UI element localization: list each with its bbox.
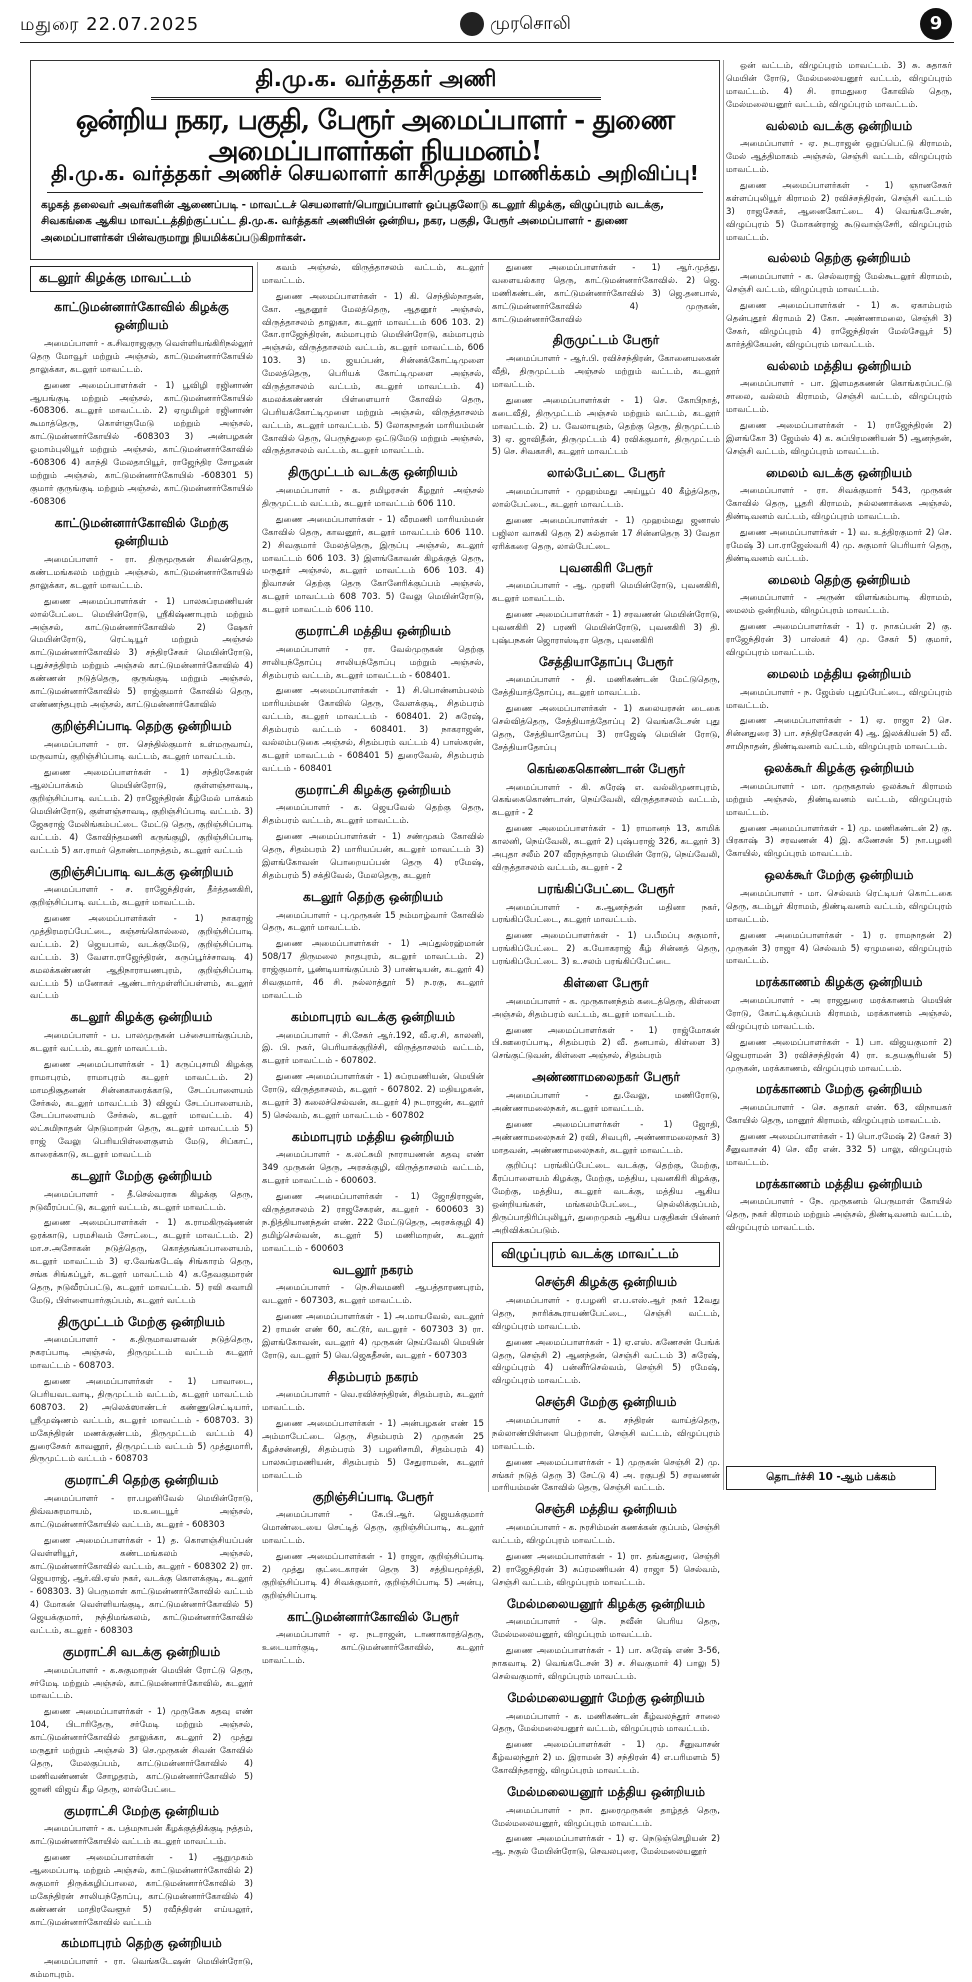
section-heading: வல்லம் வடக்கு ஒன்றியம் [765, 117, 913, 133]
organiser-paragraph: அமைப்பாளர் - ந. ஜேம்ஸ் புதுப்பேட்டை, விழுப்புரம் மாவட்டம். [726, 687, 952, 711]
organiser-paragraph: அமைப்பாளர் - க. சந்திரன் வாய்த்தெரு, நல்லாண்பிள்ளை பெற்றாள், செஞ்சி வட்டம், விழுப்புரம் மாவட்டம். [492, 1416, 720, 1452]
organiser-paragraph: அமைப்பாளர் - க. தமிழரசன் கீழநூர் அஞ்சல் திருமுட்டம் வட்டம், கடலூர் மாவட்டம் 606 110. [262, 486, 484, 509]
organiser-paragraph: அமைப்பாளர் - க. முருகானந்தம் கடைத்தெரு, கிள்ளை அஞ்சல், சிதம்பரம் வட்டம், கடலூர் மாவட்டம். [492, 996, 720, 1020]
organiser-paragraph: அமைப்பாளர் - ச. ராஜேந்திரன், தீர்த்தனகிரி, குறிஞ்சிப்பாடி வட்டம், கடலூர் மாவட்டம். [30, 885, 253, 909]
section-heading: குறிஞ்சிப்பாடி தெற்கு ஒன்றியம் [51, 717, 232, 733]
deputy-organisers-paragraph: துணை அமைப்பாளர்கள் - 1) மு. மணிகண்டன் 2) கு. பிரகாஷ் 3) சரவணன் 4) இ. கணேசன் 5) நா.பழனி கோயில், விழுப்புரம் மாவட்டம். [726, 823, 952, 860]
organiser-paragraph: அமைப்பாளர் - கே.பி.ஆர். ஜெயக்குமார் மொண்டையை செட்டித் தெரு, குறிஞ்சிப்பாடி, கடலூர் மாவட்டம். [262, 1510, 484, 1547]
organiser-paragraph: அமைப்பாளர் - முஹம்மது அய்யூப் 40 கீழ்த்தெரு, லால்பேட்டை, கடலூர் மாவட்டம். [492, 487, 720, 510]
article-column-1 [30, 262, 253, 1981]
organiser-paragraph: அமைப்பாளர் - மா. செல்வம் ரெட்டியர் கொட்டகை தெரு, கடம்பூர் கிராமம், திண்டிவனம் வட்டம், விழுப்புரம் மாவட்டம். [726, 888, 952, 925]
deputy-organisers-paragraph: துணை அமைப்பாளர்கள் - 1) அன்பழகன் எண் 15 அம்மாபேட்டை தெரு, சிதம்பரம் 2) முருகன் 25 கீழச்சன்னதி, சிதம்பரம் 3) பழனிசாமி, சிதம்பரம் 4) பாலசுப்ரமணியன், சிதம்பரம் 5) சேதுராமன், கடலூர் மாவட்டம் [262, 1419, 484, 1481]
organiser-paragraph: அமைப்பாளர் - ஏ. நடராஜன், டாணாகாரத்தெரு, உடையார்குடி, காட்டுமன்னார்கோவில், கடலூர் மாவட்டம். [262, 1630, 484, 1667]
organiser-paragraph: அமைப்பாளர் - ரா.பழனிவேல் மெயின்ரோடு, திவ்வசுரமாயம், ம.உடையூர் அஞ்சல், காட்டுமன்னார்கோயில் வட்டம், கடலூர் - 608303 [30, 1494, 253, 1530]
organiser-paragraph: அமைப்பாளர் - ஆ. முரளி மெயின்ரோடு, புவனகிரி, கடலூர் மாவட்டம். [492, 581, 720, 605]
organiser-paragraph: அமைப்பாளர் - அ ராஜதுரை மரக்காணம் மெயின் ரோடு, கோட்டிக்குப்பம் கிராமம், மரக்காணம் அஞ்சல், விழுப்புரம் மாவட்டம். [726, 996, 952, 1032]
organiser-paragraph: அமைப்பாளர் - ரா. வெங்கடேஷன் மெயின்ரோடு, கம்மாபுரம். [30, 1957, 253, 1981]
organiser-paragraph: அமைப்பாளர் - தி. மணிகண்டன் மேட்டுதெரு, சேத்தியாத்தோப்பு, கடலூர் மாவட்டம். [492, 675, 720, 699]
organiser-paragraph: அமைப்பாளர் - வெ.ரவிச்சந்திரன், சிதம்பரம், கடலூர் மாவட்டம். [262, 1390, 484, 1414]
deputy-organisers-paragraph: துணை அமைப்பாளர்கள் - 1) ர. ராமநாதன் 2) முருகன் 3) ராஜா 4) செல்வம் 5) ஏழுமலை, விழுப்புரம் மாவட்டம். [726, 930, 952, 967]
section-heading: கம்மாபுரம் வடக்கு ஒன்றியம் [290, 1008, 456, 1024]
section-heading: கிள்ளை பேரூர் [563, 975, 649, 991]
deputy-organisers-paragraph: துணை அமைப்பாளர்கள் - 1) முருகேசு கதவு எண் 104, பிடாரிதேரு, சர்மேடி மற்றும் அஞ்சல், காட்டுமன்னார்கோவில் தாலுக்கா, கடலூர் 2) முத்து மருதூர் மற்றும் அஞ்சல் 3) செ.முருகன் சிவன் கோவில் தெரு, மேலகுப்பம், காட்டுமன்னார்கோவில் 4) மணிவண்ணன் சோழதரம், காட்டுமன்னார்கோவில் 5) ஜானி விஜய் கீழ தெரு, லால்பேட்டை [30, 1707, 253, 1795]
deputy-organisers-paragraph: துணை அமைப்பாளர்கள் - 1) ஞானசேகர் கள்ளப்புலியூர் கிராமம் 2) ரவிச்சந்திரன், செஞ்சி வட்டம் 3) ராஜசேகர், ஆனைகோட்டை 4) வெங்கடேசன், விழுப்புரம் 5) மோகன்ராஜ் கூடுவாஞ்சேரி, விழுப்புரம் மாவட்டம். [726, 180, 952, 243]
organiser-paragraph: அமைப்பாளர் - க.திருமாவளவன் நடுத்தெரு, நகரப்பாடி அஞ்சல், திருமுட்டம் வட்டம் கடலூர் மாவட்டம் - 608703. [30, 1335, 253, 1372]
deputy-organisers-paragraph: துணை அமைப்பாளர்கள் - 1) கலையரசன் டைகை செல்வித்தெரு, சேத்தியாத்தோப்பு 2) வெங்கடேசன் புது தெரு, சேத்தியாதோப்பு 3) ராஜேஷ் மெயின் ரோடு, சேத்தியாதோப்பு [492, 704, 720, 753]
section-heading: குமராட்சி மேற்கு ஒன்றியம் [63, 1802, 220, 1818]
organiser-paragraph: ஒன் வட்டம், விழுப்புரம் மாவட்டம். 3) சு. சுதாகர் மெயின் ரோடு, மேல்மலையனூர் வட்டம், விழுப்புரம் மாவட்டம். 4) சி. ராமதுரை கோவில் தெரு, மேல்மலையனூர் வட்டம், விழுப்புரம் மாவட்டம். [726, 61, 952, 110]
section-heading: திருமுட்டம் பேரூர் [552, 332, 660, 348]
deputy-organisers-paragraph: துணை அமைப்பாளர்கள் - 1) முருகன் செஞ்சி 2) மு. சங்கர் நடுத் தெரு 3) சேட்டு 4) அ. ரகுபதி 5) சரவணன் மாரியம்மன் கோவில் தெரு, செஞ்சி வட்டம். [492, 1457, 720, 1494]
section-list [492, 1273, 720, 1859]
deputy-organisers-paragraph: துணை அமைப்பாளர்கள் - 1) நாகராஜ் முத்திரமரப்பேட்டை, கஞ்சங்கொல்லை, குறிஞ்சிப்பாடி வட்டம். 2) ஜெயபால், வடக்குமேடு, குறிஞ்சிப்பாடி வட்டம். 3) வேளா.ராஜேந்திரன், கருப்பூர்ச்சாவடி 4) கமலக்கண்ணன் ஆதிநாராயணபுரம், குறிஞ்சிப்பாடி வட்டம் 5) மனோகர் ஆண்டார்முள்ளிப்பள்ளம், கடலூர் வட்டம் [30, 914, 253, 1002]
deputy-organisers-paragraph: துணை அமைப்பாளர்கள் - 1) ஜோதிராஜன், விருத்தாசலம் 2) ராஜசேகரன், கடலூர் - 600603 3) ந.நித்தியானந்தன் எண். 222 மேட்டுதெரு, அரசக்குழி 4) தமிழ்செல்வன், கடலூர் 5) மணிமாறன், கடலூர் மாவட்டம் - 600603 [262, 1192, 484, 1254]
deputy-organisers-paragraph: துணை அமைப்பாளர்கள் - 1) கி. செந்தில்நாதன், கோ. ஆதனூர் மேலத்தெரு, ஆதனூர் அஞ்சல், விருத்தாசலம் தாலுகா, கடலூர் மாவட்டம் 606 103. 2) கோ.ராஜேந்திரன், கம்மாபுரம் மெயின்ரோடு, கம்மாபுரம் அஞ்சல், விருத்தாசலம் வட்டம், கடலூர் மாவட்டம், 606 103. 3) ம. ஜயப்பன், சின்னக்கோட்டிமுளை மேலத்தெரு, பெரியக் கோட்டிமுளை அஞ்சல், விருத்தாசலம் வட்டம், கடலூர் மாவட்டம். 4) கமலக்கண்ணன் பிள்ளையார் கோவில் தெரு, பெரியக்கோட்டிமுளை மற்றும் அஞ்சல், விருத்தாசலம் வட்டம், கடலூர் மாவட்டம். 5) லோகநாதன் மாரியம்மன் கோவில் தெரு, பெருந்துறை ஒட்டுமேடு மற்றும் அஞ்சல், விருத்தாசலம் வட்டம், கடலூர் மாவட்டம். [262, 291, 484, 457]
section-heading: காட்டுமன்னார்கோவில் கிழக்கு ஒன்றியம் [54, 298, 229, 333]
district-heading: விழுப்புரம் வடக்கு மாவட்டம் [492, 1242, 720, 1268]
masthead-rule [20, 42, 954, 43]
article-column-4 [726, 60, 952, 1460]
paper-title: முரசொலி [490, 12, 571, 34]
section-heading: கம்மாபுரம் தெற்கு ஒன்றியம் [61, 1935, 222, 1951]
section-heading: குமராட்சி தெற்கு ஒன்றியம் [64, 1472, 219, 1488]
deputy-organisers-paragraph: துணை அமைப்பாளர்கள் - 1) சந்திரசேகரன் ஆலப்பாக்கம் மெயின்ரோடு, குள்ளஞ்சாவடி, குறிஞ்சிப்பாடி வட்டம். 2) ராஜேந்திரன் கீழ்மேல் பாக்கம் மெயின்ரோடு, குள்ளஞ்சாவடி, குறிஞ்சிப்பாடி வட்டம். 3) ஜேசுராஜ் மேலிங்கம்பட்டை மேட்டு தெரு, குறிஞ்சிப்பாடி வட்டம். 4) கோவிந்தமணி கருங்குழி, குறிஞ்சிப்பாடி வட்டம் 5) கா.ராமர் தொண்டமாநத்தம், கடலூர் வட்டம் [30, 768, 253, 856]
section-heading: மைலம் தெற்கு ஒன்றியம் [767, 571, 911, 587]
deputy-organisers-paragraph: துணை அமைப்பாளர்கள் - 1) ராமானந் 13, காமிக் காலனி, நெய்வேலி, கடலூர் 2) புஷ்பராஜ் 326, கடலூர் 3) அபுதா சலீம் 207 வீரநந்தாரம் மெயின் ரோடு, நெய்வேலி, விருத்தாசலம் வட்டம், கடலூர் - 2 [492, 824, 720, 873]
deputy-organisers-paragraph: துணை அமைப்பாளர்கள் - 1) முஹம்மது ஜனாஸ் பஜிலா வாசுகி தெரு 2) சுல்தான் 17 சின்னதெரு 3) வேதா ஏரிக்கரை தெரு, லால்பேட்டை [492, 515, 720, 552]
section-heading: கடலூர் தெற்கு ஒன்றியம் [302, 888, 443, 904]
section-list [492, 262, 720, 1238]
section-heading: கடலூர் மேற்கு ஒன்றியம் [70, 1167, 213, 1183]
deputy-organisers-paragraph: துணை அமைப்பாளர்கள் - 1) ராஜேந்திரன் 2) இளங்கோ 3) ஜேம்ஸ் 4) க. சுப்பிரமணியன் 5) ஆனந்தன், செஞ்சி வட்டம், விழுப்புரம் மாவட்டம். [726, 420, 952, 457]
section-heading: செஞ்சி கிழக்கு ஒன்றியம் [534, 1274, 678, 1290]
deputy-organisers-paragraph: துணை அமைப்பாளர்கள் - 1) சண்முகம் கோவில் தெரு, சிதம்பரம் 2) மாரியப்பன், கடலூர் மாவட்டம் 3) இளங்கோவன் பொறையப்பன் தெரு 4) ரமேஷ், சிதம்பரம் 5) சக்திவேல், மேலதெரு, கடலூர் [262, 832, 484, 881]
deputy-organisers-paragraph: துணை அமைப்பாளர்கள் - 1) வீரமணி மாரியம்மன் கோவில் தெரு, காவனூர், கடலூர் மாவட்டம் 606 110. 2) சிவகுமார் மேலத்தெரு, இருப்பு அஞ்சல், கடலூர் மாவட்டம் 606 103. 3) இளங்கோவன் கிழக்குத் தெரு, மருதூர் அஞ்சல், கடலூர் மாவட்டம் 606 103. 4) நிவாசன் தெற்கு தெரு கோனேரிக்குப்பம் அஞ்சல், கடலூர் மாவட்டம் 608 703. 5) வேலு மெயின்ரோடு, கடலூர் மாவட்டம் 606 110. [262, 514, 484, 616]
section-heading: மேல்மலையனூர் மத்திய ஒன்றியம் [506, 1783, 706, 1799]
deputy-organisers-paragraph: துணை அமைப்பாளர்கள் - 1) பா. சுரேஷ் எண் 3-56, நாகவாடி 2) வெங்கடேசன் 3) ச. சிவகுமார் 4) பாலு 5) செல்வகுமார், விழுப்புரம் மாவட்டம். [492, 1646, 720, 1682]
section-heading: மரக்காணம் மத்திய ஒன்றியம் [755, 1175, 923, 1191]
organiser-paragraph: அமைப்பாளர் - நா. துரைமுருகன் தாழ்தத் தெரு, மேல்மலையனூர், விழுப்புரம் மாவட்டம். [492, 1805, 720, 1829]
deputy-organisers-paragraph: துணை அமைப்பாளர்கள் - 1) அப்துல்ரஹ்மான் 508/17 திருமலை நாதபுரம், கடலூர் மாவட்டம். 2) ராஜ்குமார், பூண்டியாங்குப்பம் 3) பாண்டியன், கடலூர் 4) சிவகுமார், 46 சி. நல்லாத்தூர் 5) ந.ரகு, கடலூர் மாவட்டம் [262, 939, 484, 1001]
organiser-paragraph: அமைப்பாளர் - ரா. திருமூருகன் சிவன்தெரு, கண்டமங்கலம் மற்றும் அஞ்சல், காட்டுமன்னார்கோயில் தாலுக்கா, கடலூர் மாவட்டம். [30, 555, 253, 591]
organiser-paragraph: கவம் அஞ்சல், விருத்தாசலம் வட்டம், கடலூர் மாவட்டம். [262, 263, 484, 286]
deputy-organisers-paragraph: துணை அமைப்பாளர்கள் - 1) ராஜா, குறிஞ்சிப்பாடி 2) முத்து குட்டைகாரன் தெரு 3) சத்தியமூர்த்தி, குறிஞ்சிப்பாடி 4) சிவக்குமார், குறிஞ்சிப்பாடி 5) அன்பு, குறிஞ்சிப்பாடி [262, 1552, 484, 1601]
feature-box [30, 60, 720, 260]
deputy-organisers-paragraph: துணை அமைப்பாளர்கள் - 1) ஏ.எஸ். கணேசன் பேங்க் தெரு, செஞ்சி 2) ஆனந்தன், செஞ்சி வட்டம் 3) சுரேஷ், விழுப்புரம் 4) பன்னீர்செல்வம், செஞ்சி 5) ரமேஷ், விழுப்புரம் மாவட்டம். [492, 1337, 720, 1387]
column-divider [723, 60, 724, 1490]
section-heading: காட்டுமன்னார்கோவில் பேரூர் [287, 1608, 459, 1624]
section-list [262, 262, 484, 1668]
organiser-paragraph: அமைப்பாளர் - து.வேலு, மணிரோடு, அண்ணாமலைநகர், கடலூர் மாவட்டம். [492, 1090, 720, 1114]
section-heading: புவனகிரி பேரூர் [559, 559, 653, 575]
section-list [726, 60, 952, 1235]
section-heading: கெங்கைகொண்டான் பேரூர் [526, 760, 686, 776]
section-heading: திருமுட்டம் மேற்கு ஒன்றியம் [58, 1313, 225, 1329]
subheadline: தி.மு.க. வர்த்தகர் அணிச் செயலாளர் காசிமுத்து மாணிக்கம் அறிவிப்பு! [47, 161, 703, 193]
section-heading: சேத்தியாதோப்பு பேரூர் [538, 653, 674, 669]
organiser-paragraph: அமைப்பாளர் - க. ஜெயவேல் தெற்கு தெரு, சிதம்பரம் வட்டம், கடலூர் மாவட்டம். [262, 803, 484, 827]
deputy-organisers-paragraph: துணை அமைப்பாளர்கள் - 1) ஏ. ராஜா 2) செ. சின்னதுரை 3) பா. சந்திரசேகரன் 4) ஆ. இலக்கியன் 5) வீ. சாமிநாதன், திண்டிவனம் வட்டம், விழுப்புரம் மாவட்டம். [726, 716, 952, 753]
section-heading: மேல்மலையனூர் மேற்கு ஒன்றியம் [507, 1689, 705, 1705]
organiser-paragraph: அமைப்பாளர் - ர.பழனி எ.ப.எஸ்.ஆர் நகர் 12வது தெரு, நாரிக்கூராயண்பேட்டை, செஞ்சி வட்டம், விழுப்புரம் மாவட்டம். [492, 1296, 720, 1332]
deputy-organisers-paragraph: துணை அமைப்பாளர்கள் - 1) ரா. தங்கதுரை, செஞ்சி 2) ராஜேந்திரன் 3) சுப்ரமணியன் 4) ராஜா 5) செல்வம், செஞ்சி வட்டம், விழுப்புரம் மாவட்டம். [492, 1551, 720, 1588]
edition-date: மதுரை 22.07.2025 [20, 14, 200, 35]
deputy-organisers-paragraph: துணை அமைப்பாளர்கள் - 1) பா. விஜயகுமார் 2) ஜெயராமன் 3) ரவிச்சந்திரன் 4) ரா. உதயசூரியன் 5) முருகன், மரக்காணம், விழுப்புரம் மாவட்டம். [726, 1037, 952, 1074]
organiser-paragraph: அமைப்பாளர் - க.சுகுமாறன் மெயின் ரோட்டு தெரு, சர்மேடி மற்றும் அஞ்சல், காட்டுமன்னார்கோவில், கடலூர் மாவட்டம். [30, 1665, 253, 1702]
article-column-3 [492, 262, 720, 1858]
section-heading: சிதம்பரம் நகரம் [327, 1368, 419, 1384]
section-heading: குறிஞ்சிப்பாடி வடக்கு ஒன்றியம் [49, 863, 234, 879]
deputy-organisers-paragraph: துணை அமைப்பாளர்கள் - 1) சரவணன் மெயின்ரோடு, புவனகிரி 2) பரணி மெயின்ரோடு, புவனகிரி 3) தி. புஷ்பநகன் ஜொராஸ்டிரா தெரு, புவனகிரி [492, 610, 720, 646]
organiser-paragraph: அமைப்பாளர் - செ. சுதாகர் எண். 63, விநாயகர் கோயில் தெரு, மானூர் கிராமம், விழுப்புரம் மாவட்டம். [726, 1103, 952, 1127]
masthead [20, 6, 954, 62]
paper-logo-icon [460, 12, 484, 36]
organiser-paragraph: அமைப்பாளர் - க. பத்மநாபன் கீழக்குத்திக்குடி நத்தம், காட்டுமன்னார்கோயில் வட்டம் கடலூர் மாவட்டம். [30, 1824, 253, 1848]
section-heading: கடலூர் கிழக்கு ஒன்றியம் [70, 1009, 213, 1025]
organiser-paragraph: அமைப்பாளர் - ஏ. நடராஜன் ஒறுப்பெட்டு கிராமம், மேல் ஆத்திமாகம் அஞ்சல், செஞ்சி வட்டம், விழுப்புரம் மாவட்டம். [726, 139, 952, 176]
section-heading: மரக்காணம் கிழக்கு ஒன்றியம் [755, 974, 923, 990]
organiser-paragraph: அமைப்பாளர் - க.லட்சுமி நாராயணன் கதவு எண் 349 முருகன் தெரு, அரசக்குழி, விருத்தாசலம் வட்டம், கடலூர் மாவட்டம் - 600603. [262, 1150, 484, 1187]
section-list [30, 298, 253, 1982]
deputy-organisers-paragraph: துணை அமைப்பாளர்கள் - 1) செ. கோபிநாத், கடைவீதி, திருமுட்டம் அஞ்சல் மற்றும் வட்டம், கடலூர் மாவட்டம். 2) ப. வேலாயுதம், தெற்கு தெரு, திருமுட்டம் 3) ஏ. ஜாவிதீன், திருமுட்டம் 4) ரவிக்குமார், திருமுட்டம் 5) செ. சிவகாசி, கடலூர் மாவட்டம் [492, 395, 720, 458]
page-number: 9 [920, 8, 952, 40]
organiser-paragraph: அமைப்பாளர் - நெ.சிவமணி ஆபத்தாரணபுரம், வடலூர் - 607303, கடலூர் மாவட்டம். [262, 1283, 484, 1307]
section-heading: குமராட்சி கிழக்கு ஒன்றியம் [295, 781, 451, 797]
district-heading: கடலூர் கிழக்கு மாவட்டம் [30, 266, 253, 292]
deputy-organisers-paragraph: துணை அமைப்பாளர்கள் - 1) சி.பொன்னம்பலம் மாரியம்மன் கோவில் தெரு, வேளக்குடி, சிதம்பரம் வட்டம், கடலூர் மாவட்டம் - 608401. 2) சுரேஷ், சிதம்பரம் வட்டம் - 608401. 3) நாகராஜன், வல்லம்படுகை அஞ்சல், சிதம்பரம் வட்டம் 4) பாஸ்கரன், கடலூர் மாவட்டம் - 608401 5) துரைவேல், சிதம்பரம் வட்டம் - 608401 [262, 686, 484, 774]
organiser-paragraph: அமைப்பாளர் - சி.சேகர் ஆர்.192, வீ.ஏ.சி, காலனி, இ. பி. நகர், பெரியாக்குறிச்சி, விருத்தாசலம் வட்டம், கடலூர் மாவட்டம் - 607802. [262, 1030, 484, 1067]
section-heading: வல்லம் மத்திய ஒன்றியம் [766, 357, 912, 373]
organiser-paragraph: அமைப்பாளர் - பு.முருகன் 15 நம்மாழ்வார் கோவில் தெரு, கடலூர் மாவட்டம். [262, 910, 484, 934]
organiser-paragraph: அமைப்பாளர் - நெ. நவீன் பெரிய தெரு, மேல்மலையனூர், விழுப்புரம் மாவட்டம். [492, 1617, 720, 1641]
organiser-paragraph: அமைப்பாளர் - க. மணிகண்டன் கீழ்வலந்தூர் சாலை தெரு, மேல்மலையனூர் வட்டம், விழுப்புரம் மாவட்டம். [492, 1711, 720, 1735]
organiser-paragraph: அமைப்பாளர் - க.சிவராஜகுரு வெள்ளியங்கிரிநல்லூர் தெரு மோவூர் மற்றும் அஞ்சல், காட்டுமன்னார்கோயில் தாலுக்கா, கடலூர் மாவட்டம். [30, 339, 253, 375]
deputy-organisers-paragraph: துணை அமைப்பாளர்கள் - 1) ஆறுமுகம் ஆமைப்பாடி மற்றும் அஞ்சல், காட்டுமன்னார்கோவில் 2) சுகுமார் திருக்கழிப்பாலை, காட்டுமன்னார்கோவில் 3) மகேந்திரன் சாலியந்தோப்பு, காட்டுமன்னார்கோவில் 4) கண்ணன் மாதிரவேளூர் 5) ரவீந்திரன் எய்யலூர், காட்டுமன்னார்கோவில் வட்டம் [30, 1853, 253, 1928]
deputy-organisers-paragraph: துணை அமைப்பாளர்கள் - 1) ராஜ்மோகன் பி.ஊரைப்பாடி, சிதம்பரம் 2) வீ. தனபால், கிள்ளை 3) செங்குட்டுவன், கிள்ளை அஞ்சல், சிதம்பரம் [492, 1025, 720, 1062]
organiser-paragraph: அமைப்பாளர் - கி. சுரேஷ் எ. வல்லிமுனாபுரம், கெங்கைகொண்டான், நெய்வேலி, விருத்தாசலம் வட்டம், கடலூர் - 2 [492, 782, 720, 819]
deputy-organisers-paragraph: துணை அமைப்பாளர்கள் - 1) ர. நாகப்பன் 2) கு. ராஜேந்திரன் 3) பாஸ்கர் 4) மு. சேகர் 5) குமார், விழுப்புரம் மாவட்டம். [726, 622, 952, 659]
section-heading: குமராட்சி வடக்கு ஒன்றியம் [62, 1643, 221, 1659]
organiser-paragraph: அமைப்பாளர் - அருண் விளங்கம்பாடி கிராமம், மைலம் ஒன்றியம், விழுப்புரம் மாவட்டம். [726, 593, 952, 617]
organiser-paragraph: அமைப்பாளர் - ரா. செந்தில்குமார் உள்மருவாய், மருவாய், குறிஞ்சிப்பாடி வட்டம், கடலூர் மாவட்டம். [30, 739, 253, 763]
organiser-paragraph: அமைப்பாளர் - க. செல்வராஜ் மேல்கூடலூர் கிராமம், செஞ்சி வட்டம், விழுப்புரம் மாவட்டம். [726, 272, 952, 296]
paper-name [460, 12, 571, 36]
section-heading: வடலூர் நகரம் [332, 1261, 414, 1277]
organiser-paragraph: குறிப்பு: பரங்கிப்பேட்டை வடக்கு, தெற்கு, மேற்கு, கீரப்பாளையம் கிழக்கு, மேற்கு, மத்திய, புவனகிரி கிழக்கு, மேற்கு, மத்திய, கடலூர் வடக்கு, மத்திய ஆகிய ஒன்றியங்கள், மங்கலம்பேட்டை, நெல்லிக்குப்பம், திருப்பாதிரிப்புலியூர், துறைமுகம் ஆகிய பகுதிகள் பின்னர் அறிவிக்கப்படும். [492, 1161, 720, 1236]
organiser-paragraph: அமைப்பாளர் - நே. முருகனம் பெருமாள் கோயில் தெரு, நகர் கிராமம் மற்றும் அஞ்சல், திண்டிவனம் வட்டம், விழுப்புரம் மாவட்டம். [726, 1197, 952, 1234]
section-heading: மைலம் வடக்கு ஒன்றியம் [765, 464, 913, 480]
deputy-organisers-paragraph: துணை அமைப்பாளர்கள் - 1) பாலசுப்ரமணியன் லால்பேட்டை மெயின்ரோடு, ஸ்ரீகிஷ்ணாபுரம் மற்றும் அஞ்சல், காட்டுமன்னார்கோவில் 2) ஷேகர் மெயின்ரோடு, ரெட்டியூர் மற்றும் அஞ்சல் காட்டுமன்னார்கோவில் 3) சந்திரசேகர் மெயின்ரோடு, புதுச்சத்திரம் மற்றும் அஞ்சல் காட்டுமன்னார்கோவில் 4) கண்ணன் நடுத்தெரு, குருங்குடி மற்றும் அஞ்சல், காட்டுமன்னார்கோவில் 5) ராஜ்குமார் கோவில் தெரு, எண்ணந்தபுரம் அஞ்சல், காட்டுமன்னார்கோவில் [30, 596, 253, 710]
organiser-paragraph: அமைப்பாளர் - ஆர்.பி. ரவிச்சந்திரன், கோனையகைன் வீதி, திருமுட்டம் அஞ்சல் மற்றும் வட்டம், கடலூர் மாவட்டம். [492, 354, 720, 390]
section-heading: திருமுட்டம் வடக்கு ஒன்றியம் [288, 464, 458, 480]
section-heading: மரக்காணம் மேற்கு ஒன்றியம் [755, 1081, 923, 1097]
deputy-organisers-paragraph: துணை அமைப்பாளர்கள் - 1) த. கொளஞ்சியப்பன் வெள்ளியூர், கண்டமங்கலம் அஞ்சல், காட்டுமன்னார்கோவில் வட்டம், கடலூர் - 608302 2) ரா. ஜெயராஜ், ஆர்.வி.ஏஸ் நகர், வடக்கு கொளக்குடி, கடலூர் - 608303. 3) பெருமாள் காட்டுமன்னார்கோவில் வட்டம் 4) மோகன் வெள்ளியங்குடி, காட்டுமன்னார்கோவில் 5) ஜெயக்குமார், நந்திமங்கலம், காட்டுமன்னார்கோவில் வட்டம், கடலூர் - 608303 [30, 1535, 253, 1637]
organiser-paragraph: அமைப்பாளர் - ரா. வேல்முருகன் தெற்கு சாலியந்தோப்பு சாலியந்தோப்பு மற்றும் அஞ்சல், சிதம்பரம் வட்டம், கடலூர் மாவட்டம் - 608401. [262, 644, 484, 681]
deputy-organisers-paragraph: துணை அமைப்பாளர்கள் - 1) மு. சீனுவாசன் கீழ்வலந்தூர் 2) ம. இராமன் 3) சந்திரன் 4) எ.பரிமளம் 5) கோவிந்தராஜ், விழுப்புரம் மாவட்டம். [492, 1740, 720, 1777]
continued-notice: தொடர்ச்சி 10 -ஆம் பக்கம் [726, 1466, 936, 1490]
deputy-organisers-paragraph: துணை அமைப்பாளர்கள் - 1) கருப்புசாமி கிழக்கு ராமாபுரம், ராமாபுரம் கடலூர் மாவட்டம். 2) மாமதிசூதனன் சின்னகாரைக்காடு, சேடப்பாளையம் சேர்சுல், கடலூர் மாவட்டம் 3) விஜய் சேடப்பாளையம், சேடப்பாளையம் சேர்சுல், கடலூர் மாவட்டம். 4) லட்சுமிநாதன் நெடுமாறன் தெரு, கடலூர் மாவட்டம் 5) ராஜ் வேலு பெரியபிள்ளைகுளம் மேடு, சிப்காட், காரைக்காடு, கடலூர் மாவட்டம் [30, 1059, 253, 1161]
section-heading: செஞ்சி மத்திய ஒன்றியம் [535, 1501, 677, 1517]
organiser-paragraph: அமைப்பாளர் - ரா. சிவக்குமார் 543, முருகன் கோவில் தெரு, பூதரி கிராமம், நல்லணாக்கை அஞ்சல், திண்டிவனம் வட்டம், விழுப்புரம் மாவட்டம். [726, 486, 952, 523]
column-divider [488, 262, 489, 1492]
deputy-organisers-paragraph: துணை அமைப்பாளர்கள் - 1) பொ.ரமேஷ் 2) சேகர் 3) சீனுவாசன் 4) செ. வீர என். 332 5) பாலு, விழுப்புரம் மாவட்டம். [726, 1131, 952, 1168]
section-title: தி.மு.க. வர்த்தகர் அணி [151, 67, 601, 100]
deputy-organisers-paragraph: துணை அமைப்பாளர்கள் - 1) பாவாடை, பெரியவடவாடி, திருமுட்டம் வட்டம், கடலூர் மாவட்டம் 608703. 2) அலெக்ஸாண்டர் கண்ணுசெட்டியார், ஸ்ரீமுஷ்ணம் வட்டம், கடலூர் மாவட்டம் - 608703. 3) மகேந்திரன் மணக்குண்டம், திருமுட்டம் வட்டம் 4) துரைசேகர் காவனூர், திருமுட்டம் வட்டம் 5) முத்துமாரி, திருமுட்டம் வட்டம் - 608703 [30, 1377, 253, 1465]
section-heading: செஞ்சி மேற்கு ஒன்றியம் [535, 1394, 677, 1410]
organiser-paragraph: அமைப்பாளர் - தீ.செல்வராசு கிழக்கு தெரு, நடுவீரப்பட்டு, கடலூர் வட்டம், கடலூர் மாவட்டம். [30, 1189, 253, 1213]
section-heading: ஒலக்கூர் கிழக்கு ஒன்றியம் [763, 760, 915, 776]
section-heading: மைலம் மத்திய ஒன்றியம் [766, 665, 912, 681]
organiser-paragraph: அமைப்பாளர் - ப. பாலமுருகன் பச்சையாங்குப்பம், கடலூர் வட்டம், கடலூர் மாவட்டம். [30, 1031, 253, 1054]
deputy-organisers-paragraph: துணை அமைப்பாளர்கள் - 1) க.ராமகிருஷ்ணன் ஒரக்காடு, பரமசிவம் சோட்டை, கடலூர் மாவட்டம். 2) மா.ச.அசோகன் நடுத்தெரு, கொத்தங்கப்பாளையம், கடலூர் மாவட்டம் 3) ஏ.வேங்கடேஷ் சிங்காரம் தெரு, சங்க சிங்கப்பூர், கடலூர் மாவட்டம் 4) க.தேவகுமாரன் தெரு, நடுவீரப்பட்டு, கடலூர் மாவட்டம். 5) ரவி சுவாமி மேடு, பிள்ளையார்குப்பம், கடலூர் வட்டம் [30, 1218, 253, 1306]
deputy-organisers-paragraph: துணை அமைப்பாளர்கள் - 1) சுப்ரமணியன், மெயின் ரோடு, விருத்தாசலம், கடலூர் - 607802. 2) மதியழகன், கடலூர் 3) கலைச்செல்வன், கடலூர் 4) நடராஜன், கடலூர் 5) செல்வம், கடலூர் மாவட்டம் - 607802 [262, 1072, 484, 1121]
section-heading: லால்பேட்டை பேரூர் [547, 465, 665, 481]
section-heading: பரங்கிப்பேட்டை பேரூர் [537, 880, 675, 896]
organiser-paragraph: அமைப்பாளர் - மா. முருகதாஸ் ஒலக்கூர் கிராமம் மற்றும் அஞ்சல், திண்டிவனம் வட்டம், விழுப்புரம் மாவட்டம். [726, 781, 952, 818]
intro-paragraph: கழகத் தலைவர் அவர்களின் ஆணைப்படி - மாவட்டச் செயலாளர்/பொறுப்பாளர் ஒப்புதலோடு கடலூர் கிழக்கு, விழுப்புரம் வடக்கு, சிவகங்கை ஆகிய மாவட்டத்திற்குட்பட்ட தி.மு.க. வர்த்தகர் அணியின் ஒன்றிய, நகர, பகுதி, பேரூர் அமைப்பாளர் - துணை அமைப்பாளர்கள் பின்வருமாறு நியமிக்கப்படுகிறார்கள். [41, 199, 665, 244]
section-heading: கம்மாபுரம் மத்திய ஒன்றியம் [291, 1128, 455, 1144]
organiser-paragraph: அமைப்பாளர் - க.ஆனந்தன் மதினா நகர், பரங்கிப்பேட்டை, கடலூர் மாவட்டம். [492, 902, 720, 926]
organiser-paragraph: துணை அமைப்பாளர்கள் - 1) ஆர்.முத்து, வளையல்கார தெரு, காட்டுமன்னார்கோவில். 2) ஜெ. மணிகண்டன், காட்டுமன்னார்கோவில் 3) ஜெ.தனபால், காட்டுமன்னார்கோவில் 4) முருகன், காட்டுமன்னார்கோவில் [492, 263, 720, 325]
headline: ஒன்றிய நகர, பகுதி, பேரூர் அமைப்பாளர் - துணை அமைப்பாளர்கள் நியமனம்! [75, 105, 675, 168]
section-heading: அண்ணாமலைநகர் பேரூர் [532, 1069, 680, 1085]
section-heading: வல்லம் தெற்கு ஒன்றியம் [767, 250, 911, 266]
section-heading: மேல்மலையனூர் கிழக்கு ஒன்றியம் [506, 1595, 706, 1611]
section-heading: குமராட்சி மத்திய ஒன்றியம் [295, 623, 451, 639]
deputy-organisers-paragraph: துணை அமைப்பாளர்கள் - 1) பூவிழி ரஜினாண் ஆயங்குடி மற்றும் அஞ்சல், காட்டுமன்னார்கோயில் -608306. கடலூர் மாவட்டம். 2) ஏழுமிழர் ரஜினாண் கூமாத்தெரு, கொள்ளுமேடு மற்றும் அஞ்சல், காட்டுமன்னார்கோயில் -608303 3) அன்பழகன் ஓமாம்புலியூர் மற்றும் அஞ்சல், காட்டுமன்னார்கோவில் -608306 4) காந்தி மேலதாபியூர், ராஜேந்திர சோழகன் மற்றும் அஞ்சல், காட்டுமன்னார்கோயில் -608301 5) குமார் குருங்குடி மற்றும் அஞ்சல், காட்டுமன்னார்கோயில் -608306 [30, 380, 253, 507]
organiser-paragraph: அமைப்பாளர் - பா. இளமதகணன் கொங்கரப்பட்டு சாலை, வல்லம் கிராமம், செஞ்சி வட்டம், விழுப்புரம் மாவட்டம். [726, 379, 952, 416]
deputy-organisers-paragraph: துணை அமைப்பாளர்கள் - 1) அ.மாயவேல், வடலூர் 2) ராமன் எண் 60, கட்டூர், வடலூர் - 607303 3) ரா. இளங்கோவன், வடலூர் 4) முருகன் நெய்வேலி மெயின் ரோடு, வடலூர் 5) வெ.ஜெகதீசன், வடலூர் - 607303 [262, 1312, 484, 1361]
deputy-organisers-paragraph: துணை அமைப்பாளர்கள் - 1) ப.பீமப்பு சுகுமார், பரங்கிப்பேட்டை 2) க.யோகராஜ் கீழ் சின்னத் தெரு, பரங்கிப்பேட்டை 3) உ.சலம் பரங்கிப்பேட்டை [492, 931, 720, 968]
section-heading: காட்டுமன்னார்கோவில் மேற்கு ஒன்றியம் [54, 514, 229, 549]
article-column-2 [262, 262, 484, 1667]
section-heading: ஒலக்கூர் மேற்கு ஒன்றியம் [764, 867, 914, 883]
section-heading: குறிஞ்சிப்பாடி பேரூர் [312, 1488, 434, 1504]
deputy-organisers-paragraph: துணை அமைப்பாளர்கள் - 1) வ. உத்திரகுமார் 2) செ. ரமேஷ் 3) பா.ராஜேஸ்வரி 4) மு. சுகுமார் பெரியார் தெரு, திண்டிவனம் வட்டம். [726, 528, 952, 564]
organiser-paragraph: அமைப்பாளர் - க. நரசிம்மன் கணக்கன் குப்பம், செஞ்சி வட்டம், விழுப்புரம் மாவட்டம். [492, 1523, 720, 1546]
deputy-organisers-paragraph: துணை அமைப்பாளர்கள் - 1) சு. ஏகாம்பரம் தென்புதூர் கிராமம் 2) கோ. அண்ணாமலை, செஞ்சி 3) சேகர், விழுப்புரம் 4) ராஜேந்திரன் மேல்சேவூர் 5) கார்த்திகேயன், விழுப்புரம் மாவட்டம். [726, 300, 952, 350]
deputy-organisers-paragraph: துணை அமைப்பாளர்கள் - 1) ஏ. நெடுஞ்செழியன் 2) ஆ. நகுல் மேயின்ரோடு, செவலபுரை, மேல்மலையனூர் [492, 1834, 720, 1858]
deputy-organisers-paragraph: துணை அமைப்பாளர்கள் - 1) ஜோதி, அண்ணாமலைநகர் 2) ரவி, சிவபுரி, அண்ணாமலைநகர் 3) மாதவன், அண்ணாமலைநகர், கடலூர் மாவட்டம். [492, 1119, 720, 1156]
column-divider [257, 262, 258, 1492]
